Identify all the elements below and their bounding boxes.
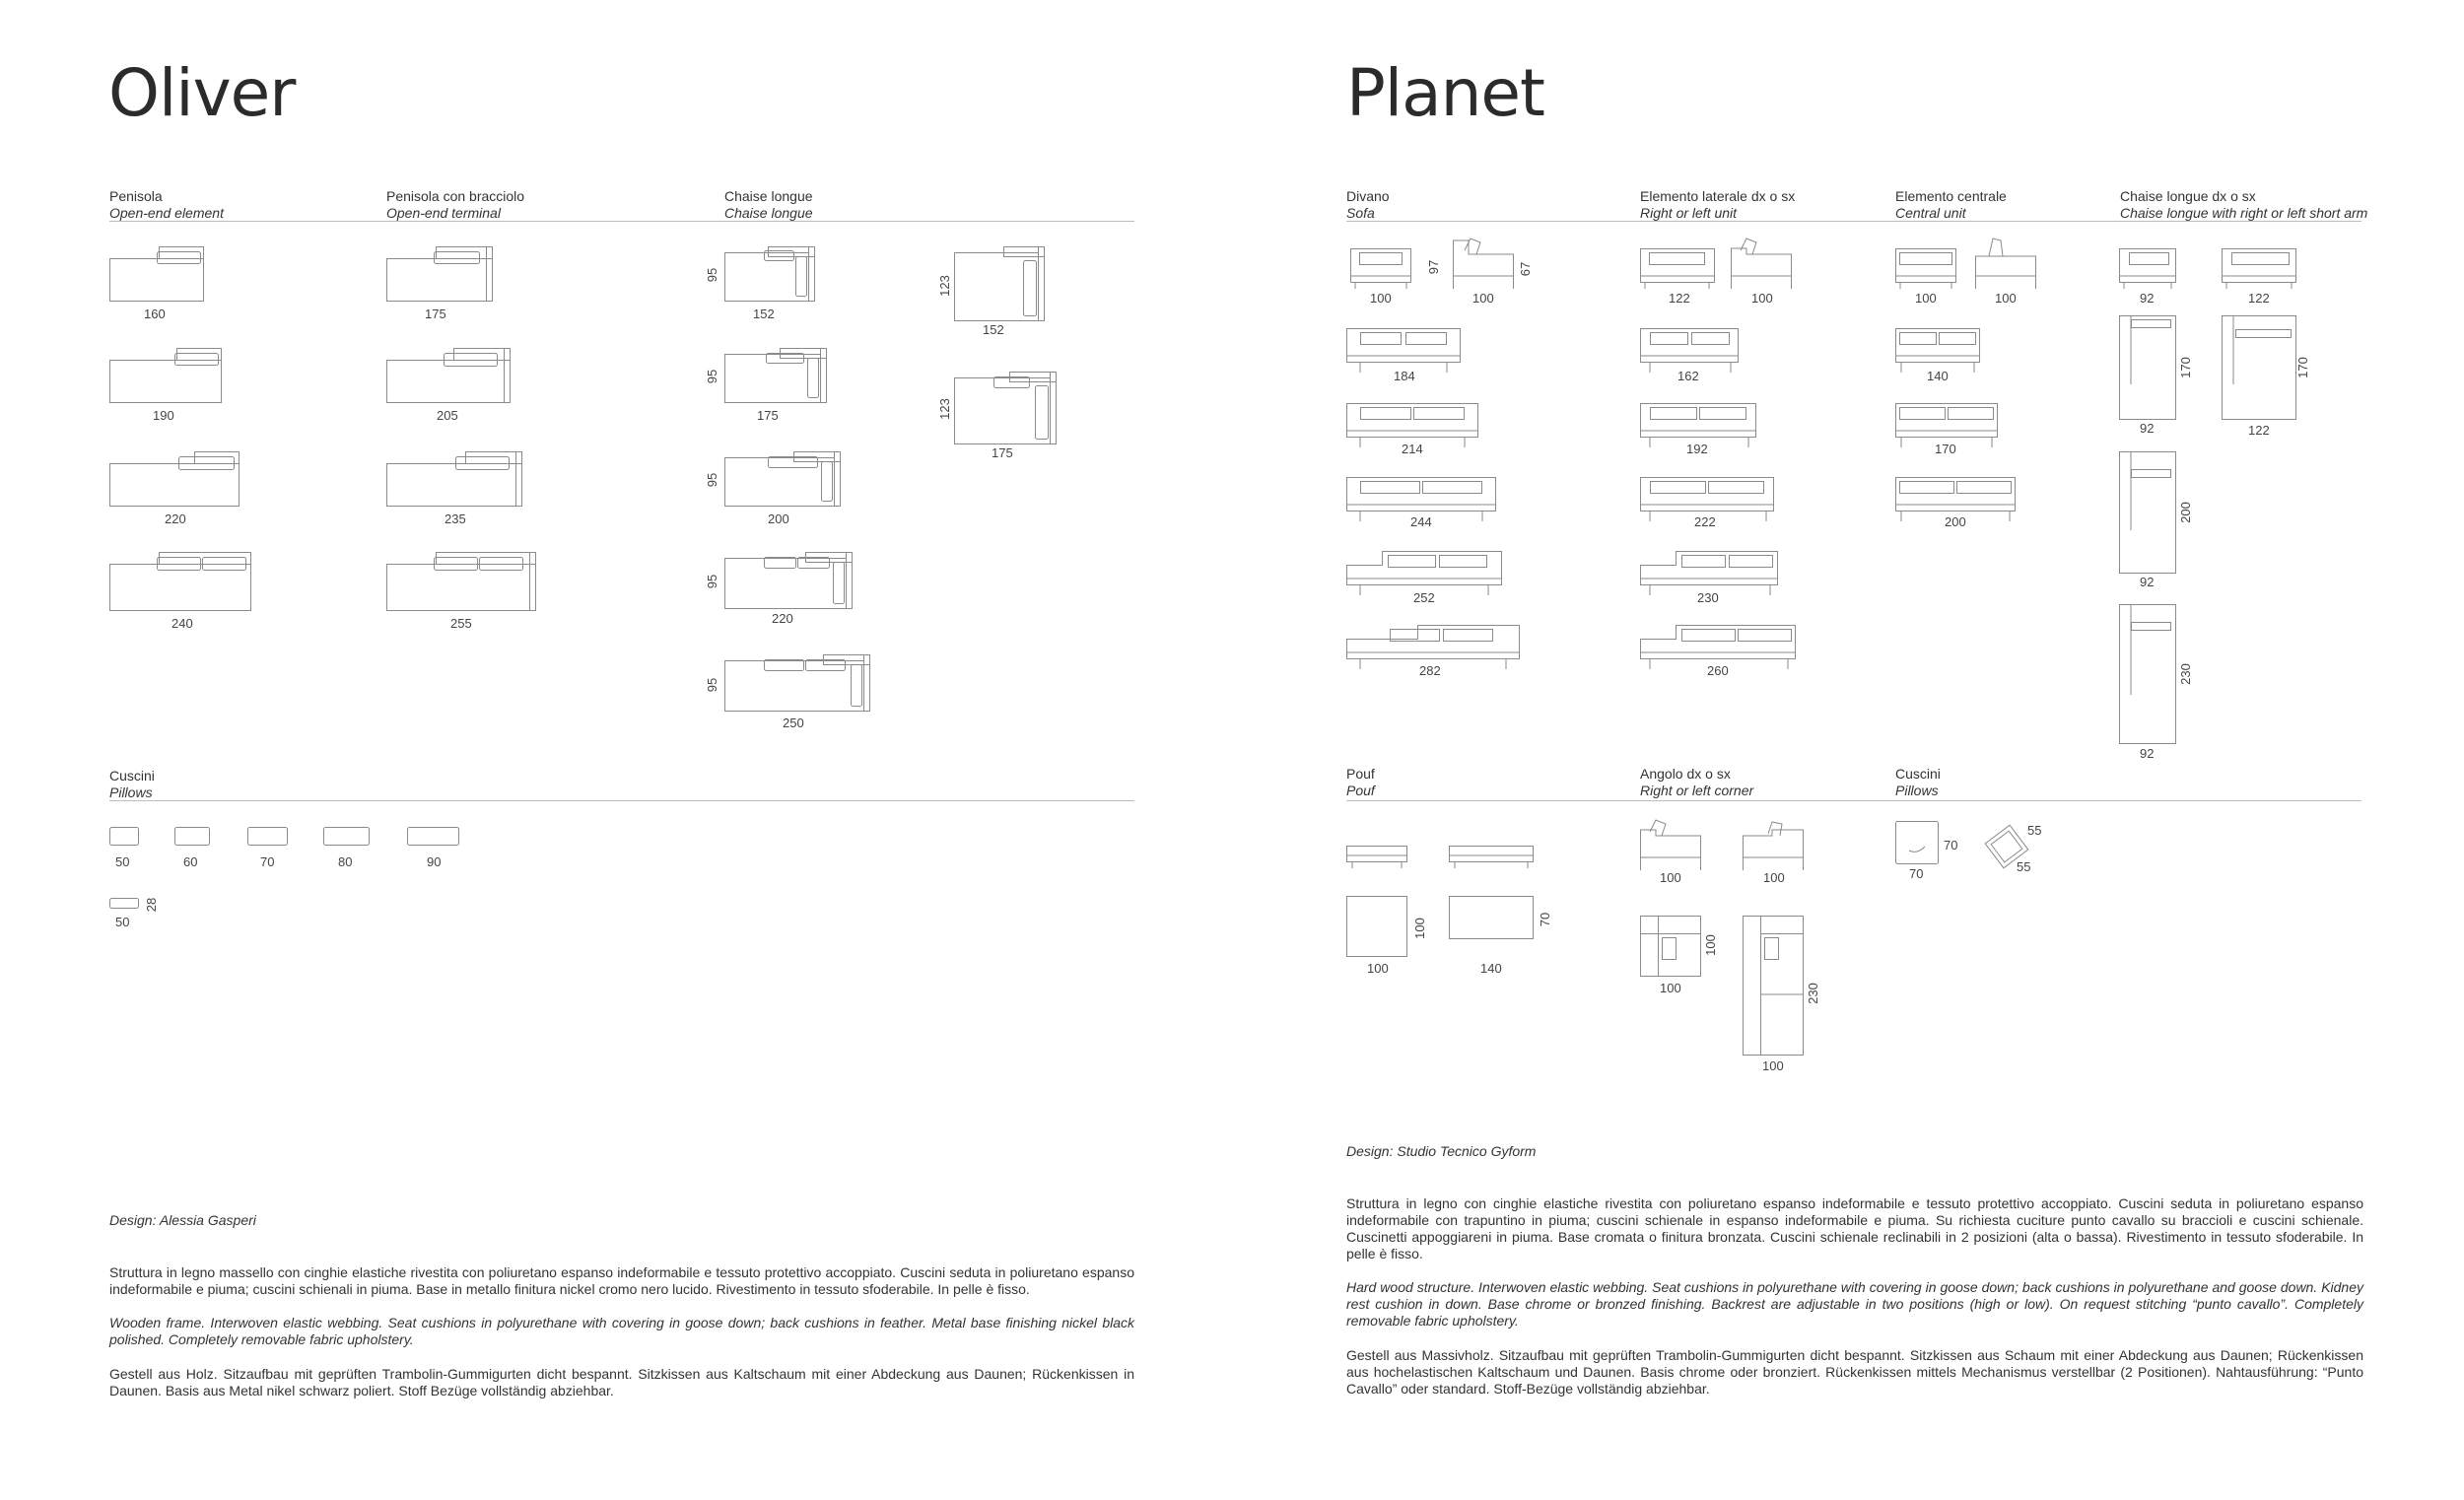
dim-label: 100 (1411, 918, 1427, 939)
oliver-desc-it: Struttura in legno massello con cinghie elastiche rivestita con poliuretano espanso indeformabile e tessuto protettivo accoppiato. Cuscini seduta in poliuretano espanso indeformabile e piuma; cuscini schienali in piuma. Base in metallo finitura nickel cromo nero lucido. Rivestimento in tessuto sfoderabile. In pelle è fisso. (109, 1264, 1134, 1297)
dim-label: 123 (936, 275, 952, 297)
pillow-90 (407, 827, 459, 846)
pillow-80 (323, 827, 370, 846)
dim-label: 100 (1915, 291, 1937, 306)
pillow-50 (109, 827, 139, 846)
dim-label: 100 (1370, 291, 1392, 306)
dim-label: 255 (450, 616, 472, 631)
oliver-penisola-190 (109, 348, 222, 403)
dim-label: 95 (705, 574, 720, 589)
pillow-50-28 (109, 898, 139, 909)
planet-sofa-184 (1346, 328, 1461, 374)
dim-label: 260 (1707, 663, 1729, 678)
oliver-desc-de: Gestell aus Holz. Sitzaufbau mit geprüften Trambolin-Gummigurten dicht bespannt. Sitzkissen aus Kaltschaum mit einer Abdeckung aus Daunen; Rückenkissen in Daunen. Basis aus Metal nikel schwarz poliert. Stoff Bezüge vollständig abziehbar. (109, 1366, 1134, 1398)
planet-chaise-122-170 (2222, 315, 2296, 420)
dim-label: 70 (260, 854, 275, 869)
planet-title: Planet (1346, 55, 1544, 131)
pouf-top-140 (1449, 896, 1534, 939)
pouf-side-140 (1449, 846, 1534, 869)
section-divano: Divano Sofa (1346, 188, 1390, 221)
section-planet-chaise: Chaise longue dx o sx Chaise longue with right or left short arm (2120, 188, 2368, 221)
pillow-70 (247, 827, 288, 846)
dim-label: 100 (1762, 1058, 1784, 1073)
pillow-70-70 (1895, 821, 1939, 864)
dim-label: 122 (2248, 291, 2270, 306)
planet-chaise-92-230 (2119, 604, 2176, 744)
dim-label: 97 (1426, 259, 1442, 275)
dim-label: 100 (1660, 981, 1681, 995)
planet-central-100 (1895, 248, 1956, 290)
dim-label: 244 (1410, 514, 1432, 529)
dim-label: 230 (1805, 983, 1820, 1004)
dim-label: 92 (2140, 746, 2155, 761)
section-pouf: Pouf Pouf (1346, 766, 1375, 798)
dim-label: 100 (1763, 870, 1785, 885)
dim-label: 55 (2017, 859, 2031, 874)
dim-label: 55 (2027, 823, 2042, 838)
dim-label: 92 (2140, 421, 2155, 436)
dim-label: 122 (1669, 291, 1690, 306)
dim-label: 214 (1402, 442, 1423, 456)
oliver-penisola-220 (109, 451, 240, 507)
dim-label: 60 (183, 854, 198, 869)
dim-label: 200 (1945, 514, 1966, 529)
oliver-design-credit: Design: Alessia Gasperi (109, 1212, 256, 1228)
dim-label: 230 (1697, 590, 1719, 605)
planet-lateral-side-100 (1731, 235, 1792, 290)
dim-label: 192 (1686, 442, 1708, 456)
dim-label: 28 (144, 897, 160, 913)
pouf-side-100 (1346, 846, 1407, 869)
planet-chaise-92-200 (2119, 451, 2176, 574)
dim-label: 170 (2294, 357, 2310, 378)
oliver-title: Oliver (108, 55, 296, 131)
divider (109, 221, 1134, 222)
dim-label: 205 (437, 408, 458, 423)
planet-desc-it: Struttura in legno con cinghie elastiche rivestita con poliuretano espanso indeformabile e tessuto protettivo accoppiato. Cuscini seduta in poliuretano espanso indeformabile con trapuntino in piuma; cuscini schienale in espanso indeformabile e piuma. Su richiesta cuciture punto cavallo su braccioli e cuscini schienale. Cuscinetti appoggiareni in piuma. Base cromata o finitura bronzata. Cuscini schienale reclinabili in 2 posizioni (alta o bassa). Rivestimento in tessuto sfoderabile. In pelle è fisso. (1346, 1195, 2363, 1261)
dim-label: 92 (2140, 291, 2155, 306)
planet-central-side-100 (1975, 235, 2036, 290)
planet-lateral-162 (1640, 328, 1739, 374)
section-chaise-longue: Chaise longue Chaise longue (724, 188, 813, 221)
oliver-bracciolo-235 (386, 451, 522, 507)
dim-label: 100 (1995, 291, 2017, 306)
oliver-chaise-175 (724, 348, 827, 403)
section-angolo: Angolo dx o sx Right or left corner (1640, 766, 1754, 798)
oliver-chaise-angolo-175 (954, 372, 1057, 444)
oliver-penisola-240 (109, 552, 251, 611)
dim-label: 100 (1751, 291, 1773, 306)
dim-label: 220 (165, 511, 186, 526)
divider (1346, 800, 2361, 801)
dim-label: 190 (153, 408, 174, 423)
dim-label: 95 (705, 267, 720, 283)
planet-desc-en: Hard wood structure. Interwoven elastic webbing. Seat cushions in polyurethane with covering in goose down; back cushions in polyurethane and goose down. Kidney rest cushion in down. Base chrome or bronzed finishing. Backrest are adjustable in two positions (high or low). On request stitching “punto cavallo”. Completely removable fabric upholstery. (1346, 1279, 2363, 1329)
corner-chaise-230 (1743, 916, 1804, 1056)
dim-label: 282 (1419, 663, 1441, 678)
section-elemento-centrale: Elemento centrale Central unit (1895, 188, 2007, 221)
planet-sofa-100 (1350, 248, 1411, 290)
planet-desc-de: Gestell aus Massivholz. Sitzaufbau mit geprüften Trambolin-Gummigurten dicht bespannt. Sitzkissen aus Schaum mit einer Abdeckung aus Daunen; Rückenkissen aus hochelastischen Kaltschaum und Daunen. Basis chrome oder bronziert. Rückenkissen mittels Mechanismus verstellbar (2 Positionen). Nahtausführung: “Punto Cavallo” oder standard. Stoff-Bezüge vollständig abziehbar. (1346, 1347, 2363, 1397)
planet-chaise-92-170 (2119, 315, 2176, 420)
dim-label: 100 (1660, 870, 1681, 885)
dim-label: 170 (1935, 442, 1956, 456)
dim-label: 70 (1909, 866, 1924, 881)
dim-label: 95 (705, 472, 720, 488)
oliver-penisola-160 (109, 246, 204, 302)
dim-label: 175 (992, 445, 1013, 460)
dim-label: 222 (1694, 514, 1716, 529)
oliver-chaise-angolo-152 (954, 246, 1045, 321)
dim-label: 152 (753, 307, 775, 321)
planet-central-140 (1895, 328, 1980, 374)
dim-label: 162 (1677, 369, 1699, 383)
corner-top-100 (1640, 916, 1701, 977)
dim-label: 220 (772, 611, 793, 626)
pillow-60 (174, 827, 210, 846)
oliver-bracciolo-175 (386, 246, 493, 302)
section-planet-cuscini: Cuscini Pillows (1895, 766, 1941, 798)
dim-label: 95 (705, 369, 720, 384)
divider (109, 800, 1134, 801)
planet-sofa-side-100 (1453, 235, 1514, 290)
dim-label: 50 (115, 915, 130, 929)
planet-design-credit: Design: Studio Tecnico Gyform (1346, 1143, 1537, 1159)
dim-label: 100 (1472, 291, 1494, 306)
dim-label: 100 (1367, 961, 1389, 976)
dim-label: 160 (144, 307, 166, 321)
dim-label: 70 (1944, 838, 1958, 852)
dim-label: 90 (427, 854, 442, 869)
dim-label: 252 (1413, 590, 1435, 605)
divider (1346, 221, 2361, 222)
dim-label: 50 (115, 854, 130, 869)
dim-label: 100 (1702, 934, 1718, 956)
oliver-chaise-200 (724, 451, 841, 507)
dim-label: 67 (1518, 261, 1534, 277)
dim-label: 152 (983, 322, 1004, 337)
dim-label: 230 (2177, 663, 2193, 685)
dim-label: 200 (768, 511, 789, 526)
dim-label: 184 (1394, 369, 1415, 383)
oliver-chaise-220 (724, 552, 853, 609)
planet-lateral-122 (1640, 248, 1715, 290)
corner-side-b (1743, 816, 1804, 871)
dim-label: 140 (1480, 961, 1502, 976)
dim-label: 240 (171, 616, 193, 631)
dim-label: 250 (783, 716, 804, 730)
dim-label: 200 (2177, 502, 2193, 523)
oliver-desc-en: Wooden frame. Interwoven elastic webbing. Seat cushions in polyurethane with covering in goose down; back cushions in feather. Metal base finishing nickel black polished. Completely removable fabric upholstery. (109, 1315, 1134, 1347)
section-penisola: Penisola Open-end element (109, 188, 224, 221)
dim-label: 92 (2140, 575, 2155, 589)
oliver-chaise-152 (724, 246, 815, 302)
planet-chaise-92 (2119, 248, 2176, 290)
section-penisola-bracciolo: Penisola con bracciolo Open-end terminal (386, 188, 525, 221)
oliver-bracciolo-205 (386, 348, 511, 403)
dim-label: 140 (1927, 369, 1949, 383)
dim-label: 95 (705, 677, 720, 693)
dim-label: 175 (757, 408, 779, 423)
pouf-top-100 (1346, 896, 1407, 957)
dim-label: 235 (445, 511, 466, 526)
section-elemento-laterale: Elemento laterale dx o sx Right or left unit (1640, 188, 1796, 221)
dim-label: 123 (936, 398, 952, 420)
dim-label: 70 (1538, 912, 1553, 927)
dim-label: 122 (2248, 423, 2270, 438)
section-cuscini: Cuscini Pillows (109, 768, 155, 800)
dim-label: 80 (338, 854, 353, 869)
planet-chaise-122 (2222, 248, 2296, 290)
dim-label: 170 (2177, 357, 2193, 378)
oliver-chaise-250 (724, 654, 870, 712)
dim-label: 175 (425, 307, 446, 321)
oliver-bracciolo-255 (386, 552, 536, 611)
corner-side-a (1640, 816, 1701, 871)
